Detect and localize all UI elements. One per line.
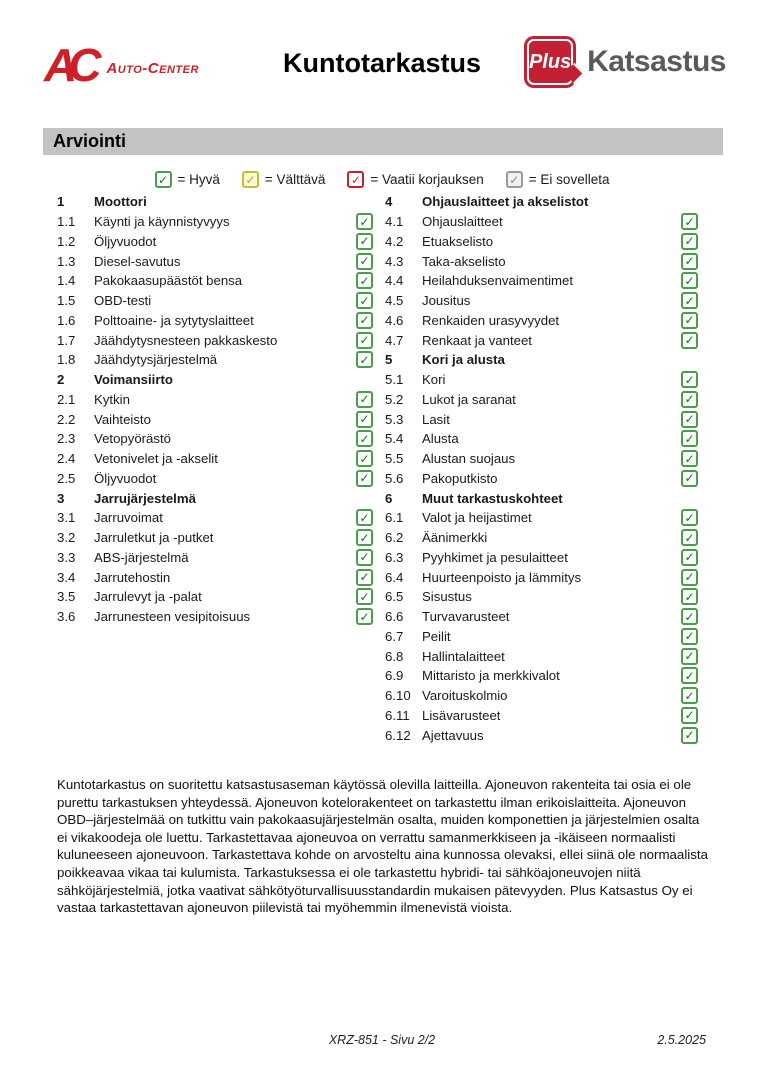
item-label: Jousitus	[422, 293, 471, 309]
section-title: Voimansiirto	[94, 372, 173, 388]
checklist-item-row	[57, 251, 373, 271]
item-number: 5.6	[385, 470, 404, 486]
legend-item-repair	[347, 171, 483, 188]
plus-badge-text: Plus	[528, 50, 572, 73]
checklist-item-row	[57, 390, 373, 410]
status-good-checkbox-icon: ✓	[681, 509, 698, 526]
status-good-checkbox-icon: ✓	[356, 391, 373, 408]
item-label: Jarruvoimat	[94, 510, 163, 526]
item-number: 2.1	[57, 391, 76, 407]
item-label: Jarruletkut ja -putket	[94, 530, 214, 546]
checklist-section-row	[385, 488, 698, 508]
status-good-checkbox-icon: ✓	[681, 529, 698, 546]
status-good-checkbox-icon: ✓	[681, 608, 698, 625]
status-good-checkbox-icon: ✓	[356, 588, 373, 605]
item-label: Kytkin	[94, 391, 130, 407]
checklist-item-row	[57, 330, 373, 350]
status-na-checkbox-icon: ✓	[506, 171, 523, 188]
checklist-item-row	[57, 548, 373, 568]
item-label: Lasit	[422, 411, 450, 427]
status-good-checkbox-icon: ✓	[681, 253, 698, 270]
checklist-item-row	[57, 528, 373, 548]
checklist-item-row	[57, 291, 373, 311]
status-good-checkbox-icon: ✓	[681, 272, 698, 289]
item-label: Jarrunesteen vesipitoisuus	[94, 609, 251, 625]
item-label: Valot ja heijastimet	[422, 510, 532, 526]
item-number: 1.5	[57, 293, 76, 309]
status-good-checkbox-icon: ✓	[356, 608, 373, 625]
checklist-item-row	[385, 725, 698, 745]
checklist-item-row	[385, 607, 698, 627]
item-label: Renkaiden urasyvyydet	[422, 312, 560, 328]
item-label: ABS-järjestelmä	[94, 549, 189, 565]
status-good-checkbox-icon: ✓	[155, 171, 172, 188]
item-number: 4.3	[385, 253, 404, 269]
status-good-checkbox-icon: ✓	[356, 312, 373, 329]
item-label: Jarrutehostin	[94, 569, 171, 585]
item-number: 4.1	[385, 214, 404, 230]
katsastus-logo-text: Katsastus	[587, 45, 726, 78]
page-header	[0, 36, 764, 106]
item-label: Kori	[422, 372, 446, 388]
item-number: 1.1	[57, 214, 76, 230]
checklist-item-row	[385, 330, 698, 350]
item-label: Käynti ja käynnistyvyys	[94, 214, 230, 230]
item-number: 5	[385, 352, 393, 368]
item-number: 3.5	[57, 589, 76, 605]
checklist-item-row	[385, 429, 698, 449]
status-good-checkbox-icon: ✓	[356, 549, 373, 566]
checklist-item-row	[385, 212, 698, 232]
item-number: 6.7	[385, 628, 404, 644]
legend-label: = Vaatii korjauksen	[370, 172, 484, 187]
item-label: Peilit	[422, 628, 451, 644]
status-good-checkbox-icon: ✓	[356, 253, 373, 270]
item-label: Alustan suojaus	[422, 451, 516, 467]
section-title: Muut tarkastuskohteet	[422, 490, 563, 506]
item-number: 1.6	[57, 312, 76, 328]
status-good-checkbox-icon: ✓	[681, 569, 698, 586]
item-label: Heilahduksenvaimentimet	[422, 273, 573, 289]
section-title: Jarrujärjestelmä	[94, 490, 196, 506]
checklist-item-row	[57, 429, 373, 449]
status-good-checkbox-icon: ✓	[356, 272, 373, 289]
item-number: 5.3	[385, 411, 404, 427]
status-good-checkbox-icon: ✓	[681, 411, 698, 428]
status-good-checkbox-icon: ✓	[681, 470, 698, 487]
checklist-item-row	[385, 311, 698, 331]
section-title: Kori ja alusta	[422, 352, 505, 368]
item-number: 4.4	[385, 273, 404, 289]
item-label: Vaihteisto	[94, 411, 151, 427]
section-title: Ohjauslaitteet ja akselistot	[422, 194, 589, 210]
status-good-checkbox-icon: ✓	[356, 292, 373, 309]
item-number: 6.6	[385, 609, 404, 625]
status-good-checkbox-icon: ✓	[356, 213, 373, 230]
item-number: 2.4	[57, 451, 76, 467]
checklist-item-row	[385, 627, 698, 647]
item-label: Turvavarusteet	[422, 609, 510, 625]
item-number: 4	[385, 194, 393, 210]
status-fair-checkbox-icon: ✓	[242, 171, 259, 188]
checklist-item-row	[385, 548, 698, 568]
item-number: 6.8	[385, 648, 404, 664]
item-label: Sisustus	[422, 589, 472, 605]
arviointi-section-title: Arviointi	[53, 131, 127, 151]
status-good-checkbox-icon: ✓	[681, 549, 698, 566]
checklist-item-row	[385, 251, 698, 271]
checklist-item-row	[385, 508, 698, 528]
item-label: Vetopyörästö	[94, 431, 171, 447]
checklist-item-row	[385, 370, 698, 390]
legend-label: = Välttävä	[264, 172, 326, 187]
item-number: 4.2	[385, 233, 404, 249]
status-good-checkbox-icon: ✓	[681, 332, 698, 349]
item-label: Polttoaine- ja sytytyslaitteet	[94, 312, 254, 328]
checklist-item-row	[57, 469, 373, 489]
item-number: 3.1	[57, 510, 76, 526]
ac-logo-mark-icon: AC	[44, 39, 93, 91]
item-number: 1.4	[57, 273, 76, 289]
disclaimer-text: Kuntotarkastus on suoritettu katsastusaseman käytössä olevilla laitteilla. Ajoneuvon rakenteita tai osia ei ole purettu tarkastuksen yhteydessä. Ajoneuvon kotelorakenteet on tarkastettu ilman erikoislaitteita. Ajoneuvon OBD–järjestelmää on tutkittu vain pakokaasujärjestelmän osalta, muiden komponettien ja järjestelmien osalta ei vikakoodeja ole luettu. Tarkastettavaa ajoneuvoa on verrattu samanmerkkiseen ja -ikäiseen normaalisti kuluneeseen ajoneuvoon. Tarkastettava kohde on arvosteltu aina kunnossa olevaksi, ellei siinä ole normaalista poikkeavaa vikaa tai kulumista. Tarkastuksessa ei ole tarkastettu hybridi- tai sähköajoneuvojen niitä sähköjärjestelmiä, jotka vaativat sähkötyöturvallisuusstandardin mukaisen pätevyyden. Plus Katsastus Oy ei vastaa tarkastettavan ajoneuvon piilevistä tai myöhemmin ilmenevistä vioista.	[57, 777, 708, 916]
item-label: Huurteenpoisto ja lämmitys	[422, 569, 582, 585]
item-number: 1.8	[57, 352, 76, 368]
checklist-item-row	[57, 232, 373, 252]
status-good-checkbox-icon: ✓	[356, 450, 373, 467]
item-number: 6.5	[385, 589, 404, 605]
auto-center-logo-text: Auto-Center	[106, 59, 199, 77]
legend-item-na	[506, 171, 610, 188]
status-good-checkbox-icon: ✓	[356, 470, 373, 487]
status-good-checkbox-icon: ✓	[681, 687, 698, 704]
item-label: OBD-testi	[94, 293, 152, 309]
status-good-checkbox-icon: ✓	[356, 569, 373, 586]
item-label: Mittaristo ja merkkivalot	[422, 668, 560, 684]
status-good-checkbox-icon: ✓	[356, 233, 373, 250]
status-good-checkbox-icon: ✓	[356, 351, 373, 368]
plus-badge-icon	[524, 36, 576, 88]
item-label: Ohjauslaitteet	[422, 214, 503, 230]
checklist-section-row	[57, 192, 373, 212]
checklist-item-row	[385, 469, 698, 489]
item-label: Pakoputkisto	[422, 470, 498, 486]
checklist-item-row	[57, 567, 373, 587]
checklist-item-row	[385, 706, 698, 726]
checklist-item-row	[385, 686, 698, 706]
item-label: Taka-akselisto	[422, 253, 506, 269]
status-good-checkbox-icon: ✓	[681, 213, 698, 230]
footer-date: 2.5.2025	[657, 1033, 706, 1047]
status-good-checkbox-icon: ✓	[681, 292, 698, 309]
item-number: 1.7	[57, 332, 76, 348]
item-number: 6	[385, 490, 393, 506]
checklist-item-row	[385, 390, 698, 410]
status-good-checkbox-icon: ✓	[356, 430, 373, 447]
item-label: Etuakselisto	[422, 233, 494, 249]
checklist-left-column	[57, 192, 373, 627]
rating-legend	[0, 171, 764, 188]
checklist-item-row	[385, 567, 698, 587]
checklist-section-row	[385, 192, 698, 212]
item-number: 1	[57, 194, 65, 210]
plus-katsastus-logo	[524, 36, 726, 88]
item-number: 6.11	[385, 707, 410, 723]
legend-label: = Ei sovelleta	[528, 172, 610, 187]
legend-label: = Hyvä	[177, 172, 220, 187]
status-good-checkbox-icon: ✓	[681, 371, 698, 388]
item-number: 6.12	[385, 727, 411, 743]
item-label: Alusta	[422, 431, 459, 447]
item-number: 5.4	[385, 431, 404, 447]
item-number: 4.7	[385, 332, 404, 348]
item-number: 3	[57, 490, 65, 506]
checklist-item-row	[57, 449, 373, 469]
status-good-checkbox-icon: ✓	[356, 332, 373, 349]
checklist-item-row	[57, 607, 373, 627]
status-good-checkbox-icon: ✓	[681, 707, 698, 724]
item-label: Lisävarusteet	[422, 707, 501, 723]
item-number: 6.2	[385, 530, 404, 546]
checklist-item-row	[385, 232, 698, 252]
checklist-item-row	[385, 271, 698, 291]
status-good-checkbox-icon: ✓	[681, 391, 698, 408]
item-label: Renkaat ja vanteet	[422, 332, 532, 348]
status-good-checkbox-icon: ✓	[681, 628, 698, 645]
legend-item-good	[155, 171, 220, 188]
checklist-section-row	[385, 350, 698, 370]
item-number: 1.2	[57, 233, 76, 249]
status-good-checkbox-icon: ✓	[681, 430, 698, 447]
item-label: Jäähdytysjärjestelmä	[94, 352, 218, 368]
checklist-item-row	[385, 449, 698, 469]
checklist-item-row	[57, 311, 373, 331]
item-number: 4.5	[385, 293, 404, 309]
status-repair-checkbox-icon: ✓	[347, 171, 364, 188]
item-label: Öljyvuodot	[94, 233, 157, 249]
checklist-item-row	[57, 350, 373, 370]
checklist-item-row	[57, 271, 373, 291]
page-title: Kuntotarkastus	[282, 48, 482, 78]
item-number: 3.6	[57, 609, 76, 625]
item-label: Jäähdytysnesteen pakkaskesto	[94, 332, 278, 348]
item-label: Öljyvuodot	[94, 470, 157, 486]
checklist-item-row	[57, 587, 373, 607]
item-number: 5.1	[385, 372, 404, 388]
arviointi-section-bar	[43, 128, 723, 155]
item-number: 2.3	[57, 431, 76, 447]
checklist-item-row	[57, 409, 373, 429]
item-label: Jarrulevyt ja -palat	[94, 589, 202, 605]
checklist-item-row	[385, 291, 698, 311]
item-number: 1.3	[57, 253, 76, 269]
item-label: Hallintalaitteet	[422, 648, 505, 664]
item-label: Varoituskolmio	[422, 688, 508, 704]
item-number: 6.1	[385, 510, 404, 526]
item-label: Vetonivelet ja -akselit	[94, 451, 218, 467]
status-good-checkbox-icon: ✓	[681, 648, 698, 665]
item-label: Äänimerkki	[422, 530, 488, 546]
status-good-checkbox-icon: ✓	[356, 411, 373, 428]
item-number: 4.6	[385, 312, 404, 328]
item-number: 5.2	[385, 391, 404, 407]
status-good-checkbox-icon: ✓	[356, 509, 373, 526]
checklist-item-row	[385, 666, 698, 686]
item-number: 3.4	[57, 569, 76, 585]
checklist-item-row	[57, 212, 373, 232]
item-number: 3.2	[57, 530, 76, 546]
status-good-checkbox-icon: ✓	[681, 667, 698, 684]
status-good-checkbox-icon: ✓	[681, 450, 698, 467]
checklist-item-row	[385, 528, 698, 548]
checklist-item-row	[57, 508, 373, 528]
item-number: 3.3	[57, 549, 76, 565]
status-good-checkbox-icon: ✓	[681, 312, 698, 329]
checklist-item-row	[385, 409, 698, 429]
checklist-section-row	[57, 488, 373, 508]
item-label: Pakokaasupäästöt bensa	[94, 273, 243, 289]
item-number: 2.2	[57, 411, 76, 427]
section-title: Moottori	[94, 194, 147, 210]
item-number: 6.9	[385, 668, 404, 684]
status-good-checkbox-icon: ✓	[681, 233, 698, 250]
item-number: 6.4	[385, 569, 404, 585]
status-good-checkbox-icon: ✓	[356, 529, 373, 546]
status-good-checkbox-icon: ✓	[681, 727, 698, 744]
item-number: 2.5	[57, 470, 76, 486]
item-number: 5.5	[385, 451, 404, 467]
status-good-checkbox-icon: ✓	[681, 588, 698, 605]
item-label: Pyyhkimet ja pesulaitteet	[422, 549, 568, 565]
item-label: Diesel-savutus	[94, 253, 181, 269]
item-number: 6.3	[385, 549, 404, 565]
checklist-section-row	[57, 370, 373, 390]
item-label: Ajettavuus	[422, 727, 484, 743]
footer-plate-page: XRZ-851 - Sivu 2/2	[328, 1033, 436, 1047]
legend-item-fair	[242, 171, 325, 188]
item-number: 6.10	[385, 688, 411, 704]
checklist-item-row	[385, 587, 698, 607]
item-number: 2	[57, 372, 65, 388]
checklist-right-column	[385, 192, 698, 745]
item-label: Lukot ja saranat	[422, 391, 516, 407]
checklist-item-row	[385, 646, 698, 666]
